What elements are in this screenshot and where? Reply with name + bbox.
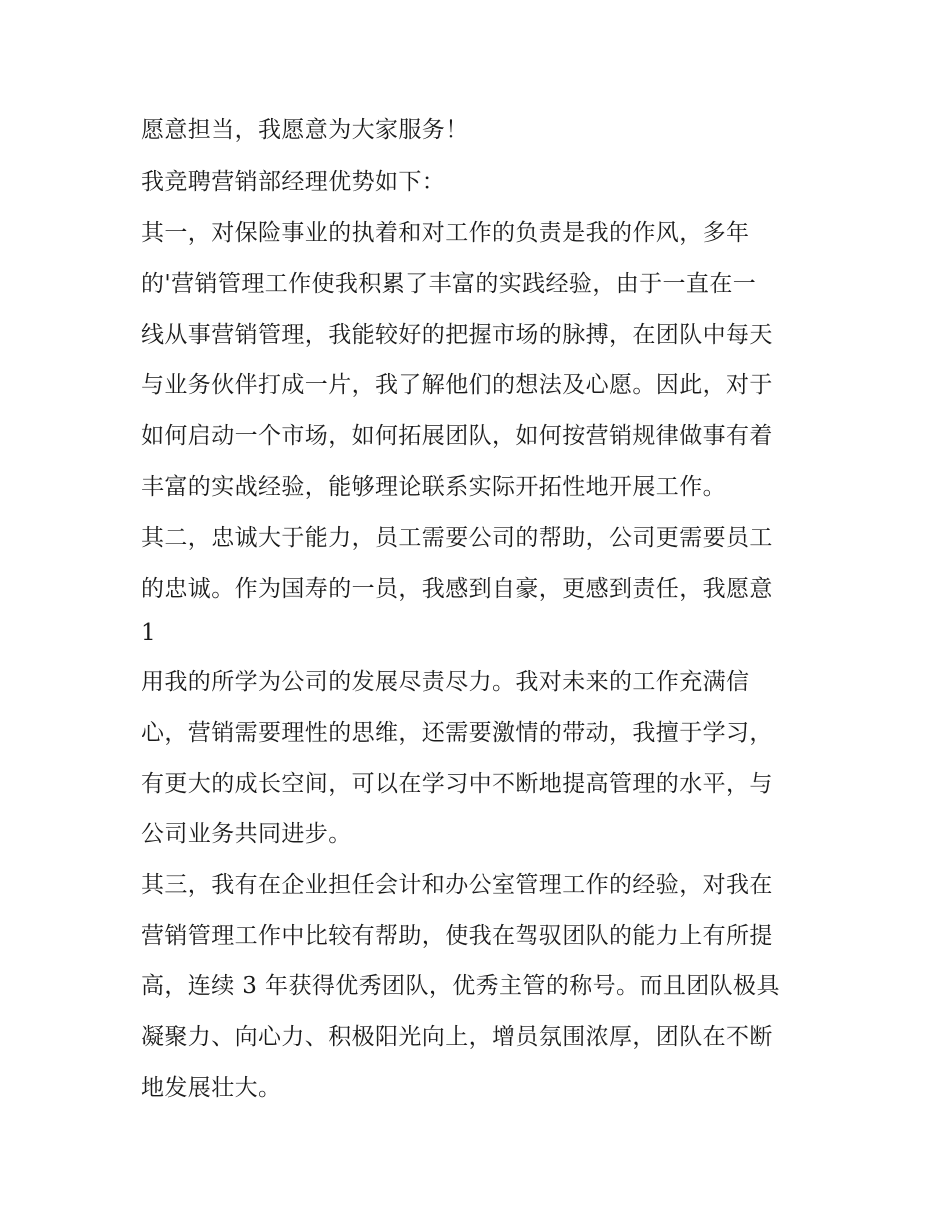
text-line-1: 愿意担当，我愿意为大家服务！ — [141, 117, 469, 143]
text-line-15: 其三，我有在企业担任会计和办公室管理工作的经验，对我在 — [141, 872, 773, 898]
page-number: 1 — [141, 620, 157, 646]
text-line-4: 的'营销管理工作使我积累了丰富的实践经验，由于一直在一 — [141, 271, 757, 297]
text-line-14: 公司业务共同进步。 — [141, 821, 352, 847]
text-line-16: 营销管理工作中比较有帮助，使我在驾驭团队的能力上有所提 — [141, 923, 773, 949]
text-line-7: 如何启动一个市场，如何拓展团队，如何按营销规律做事有着 — [141, 423, 773, 449]
text-line-6: 与业务伙伴打成一片，我了解他们的想法及心愿。因此，对于 — [141, 372, 773, 398]
text-line-12: 心，营销需要理性的思维，还需要激情的带动，我擅于学习， — [141, 720, 773, 746]
text-line-10: 的忠诚。作为国寿的一员，我感到自豪，更感到责任，我愿意 — [141, 576, 773, 602]
text-line-13: 有更大的成长空间，可以在学习中不断地提高管理的水平，与 — [141, 771, 773, 797]
text-line-2: 我竞聘营销部经理优势如下： — [141, 169, 446, 195]
text-line-18: 凝聚力、向心力、积极阳光向上，增员氛围浓厚，团队在不断 — [141, 1024, 773, 1050]
text-line-9: 其二，忠诚大于能力，员工需要公司的帮助，公司更需要员工 — [141, 525, 773, 551]
text-line-3: 其一，对保险事业的执着和对工作的负责是我的作风，多年 — [141, 220, 750, 246]
text-line-8: 丰富的实战经验，能够理论联系实际开拓性地开展工作。 — [141, 474, 726, 500]
text-line-17: 高，连续 3 年获得优秀团队，优秀主管的称号。而且团队极具 — [141, 973, 780, 999]
text-line-19: 地发展壮大。 — [141, 1075, 282, 1101]
text-line-5: 线从事营销管理，我能较好的把握市场的脉搏，在团队中每天 — [141, 322, 773, 348]
text-line-11: 用我的所学为公司的发展尽责尽力。我对未来的工作充满信 — [141, 669, 750, 695]
